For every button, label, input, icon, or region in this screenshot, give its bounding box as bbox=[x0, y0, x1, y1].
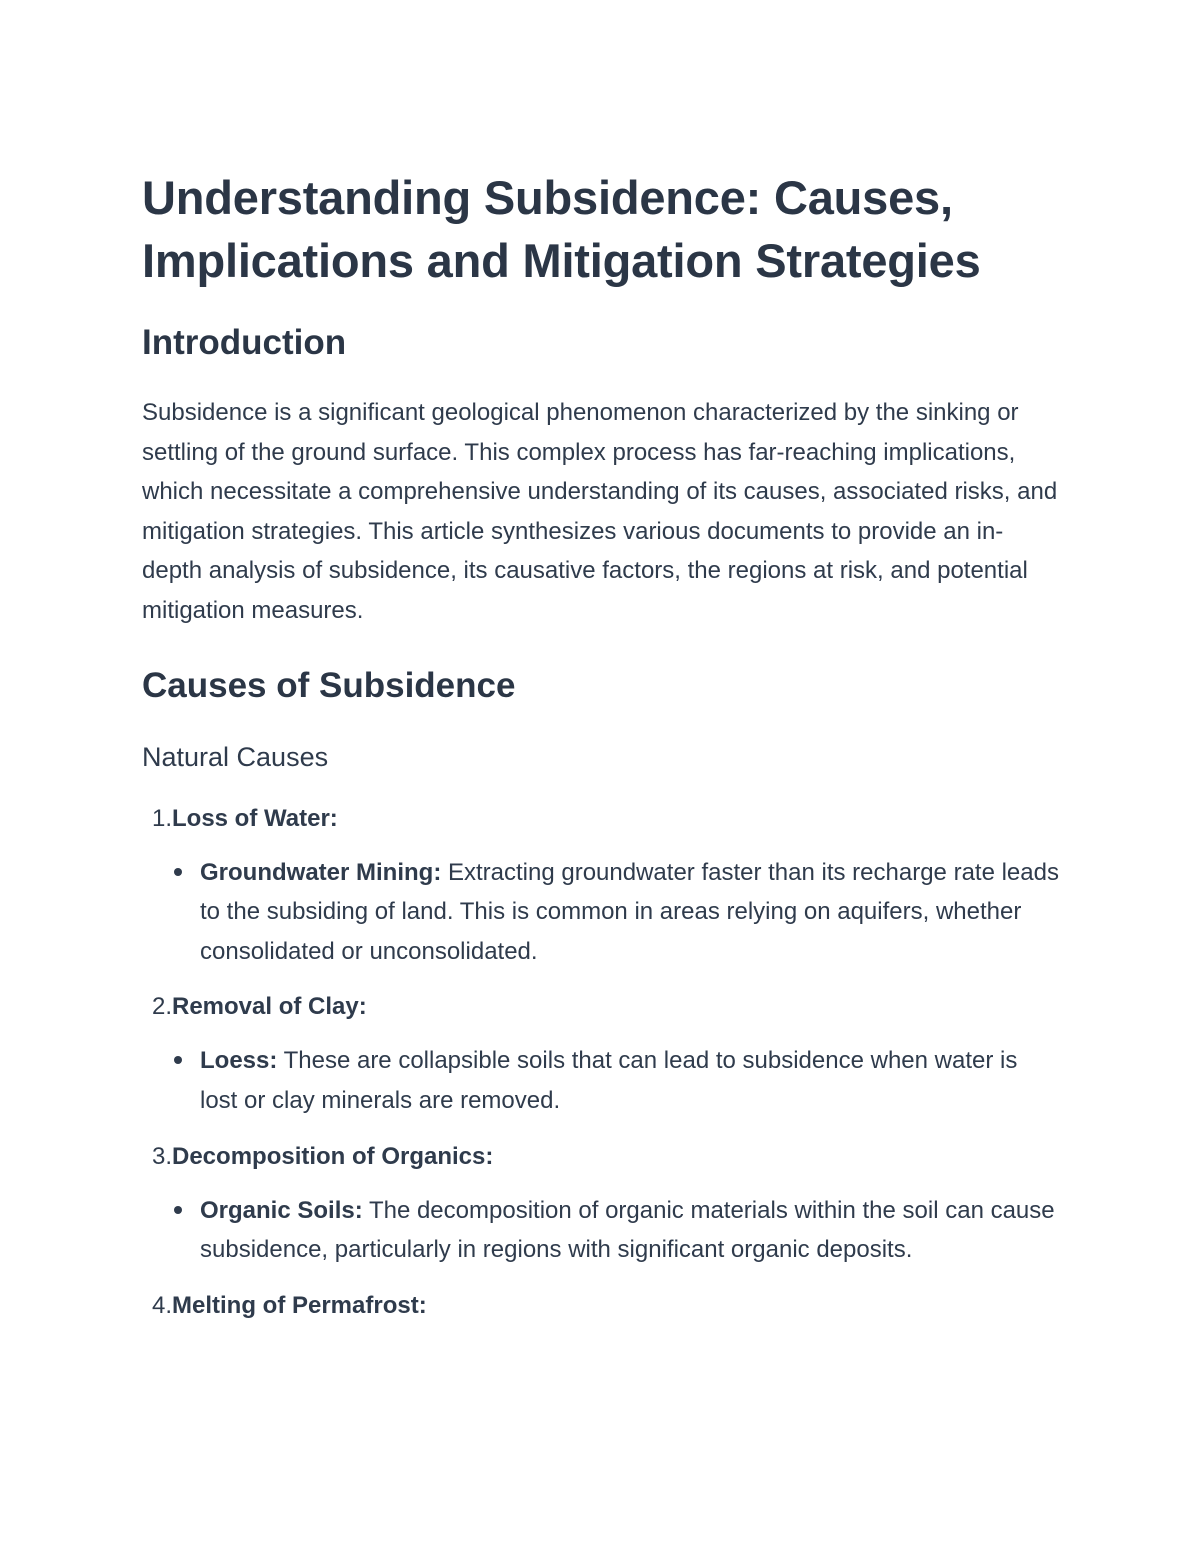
introduction-paragraph: Subsidence is a significant geological phenomenon characterized by the sinking or settling of the ground surface. This complex process has far-reaching implications, which necessitate a comprehensive understanding of its causes, associated risks, and mitigation strategies. This article synthesizes various documents to provide an in-depth analysis of subsidence, its causative factors, the regions at risk, and potential mitigation measures. bbox=[142, 399, 1058, 624]
causes-heading: Causes of Subsidence bbox=[142, 665, 516, 705]
sub-item-text: These are collapsible soils that can lead to subsidence when water is lost or clay minerals are removed. bbox=[200, 1047, 1018, 1114]
list-item bbox=[142, 989, 1060, 1120]
introduction-heading: Introduction bbox=[142, 323, 347, 362]
sub-item-text: The decomposition of organic materials within the soil can cause subsidence, particularly in regions with significant organic deposits. bbox=[200, 1196, 1055, 1264]
list-item bbox=[142, 1288, 1060, 1324]
sub-list-item bbox=[200, 1041, 1060, 1120]
sub-item-term: Organic Soils: bbox=[200, 1196, 363, 1224]
sub-item-text: Extracting groundwater faster than its recharge rate leads to the subsiding of land. This is common in areas relying on aquifers, whether consolidated or unconsolidated. bbox=[200, 858, 1059, 965]
sub-list bbox=[142, 1191, 1060, 1270]
causes-list bbox=[142, 801, 1060, 1324]
sub-list-item bbox=[200, 1191, 1060, 1270]
list-number: 2. bbox=[151, 993, 172, 1021]
sub-list bbox=[142, 853, 1060, 972]
list-item-title: Removal of Clay: bbox=[172, 993, 367, 1021]
list-number: 3. bbox=[151, 1142, 172, 1170]
bullet-icon bbox=[174, 1056, 182, 1064]
sub-item-term: Loess: bbox=[200, 1047, 278, 1075]
bullet-icon bbox=[174, 1206, 182, 1214]
list-item-title: Loss of Water: bbox=[172, 804, 338, 832]
sub-list bbox=[142, 1041, 1060, 1120]
list-number: 1. bbox=[151, 804, 172, 832]
page-title: Understanding Subsidence: Causes, Implications and Mitigation Strategies bbox=[142, 171, 981, 287]
bullet-icon bbox=[174, 868, 182, 876]
list-item bbox=[142, 801, 1060, 972]
list-item-title: Decomposition of Organics: bbox=[172, 1142, 494, 1170]
natural-causes-heading: Natural Causes bbox=[142, 741, 329, 772]
list-number: 4. bbox=[151, 1291, 172, 1319]
sub-list-item bbox=[200, 853, 1060, 972]
list-item bbox=[142, 1139, 1060, 1270]
sub-item-term: Groundwater Mining: bbox=[200, 858, 442, 886]
list-item-title: Melting of Permafrost: bbox=[172, 1291, 427, 1319]
